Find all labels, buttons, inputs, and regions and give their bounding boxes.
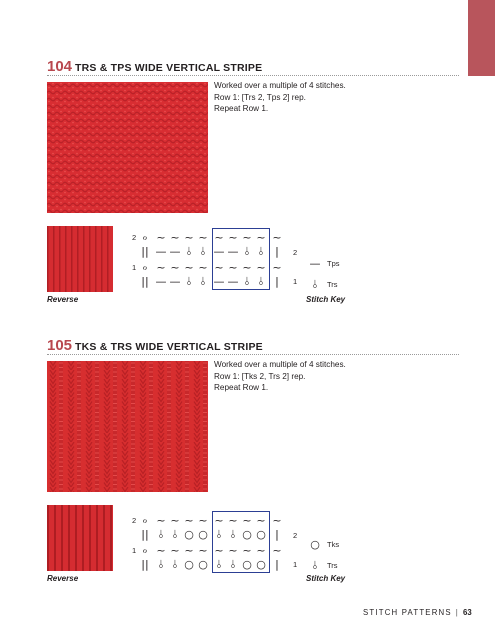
- loop-symbol: ~: [256, 231, 266, 244]
- edge-symbol: |: [275, 558, 279, 571]
- chart-right-number: 1: [293, 277, 298, 286]
- loop-symbol: ~: [228, 544, 238, 557]
- loop-symbol: ~: [242, 231, 252, 244]
- edge-symbol: ||: [141, 528, 149, 541]
- tps-symbol: —: [227, 245, 239, 258]
- trs-symbol: ⫰: [312, 278, 318, 291]
- tks-symbol: ○: [198, 528, 208, 541]
- loop-symbol: ~: [170, 261, 180, 274]
- loop-symbol: ~: [272, 544, 282, 557]
- swatch-photo-reverse: [47, 226, 113, 292]
- loop-symbol: ~: [214, 231, 224, 244]
- loop-symbol: ~: [156, 544, 166, 557]
- loop-symbol: ~: [242, 514, 252, 527]
- chart-right-number: 2: [293, 531, 298, 540]
- loop-symbol: ~: [156, 514, 166, 527]
- loop-symbol: ~: [198, 261, 208, 274]
- tps-symbol: —: [213, 245, 225, 258]
- trs-symbol: ⫰: [244, 275, 250, 288]
- chain-symbol: ℴ: [142, 545, 148, 556]
- loop-symbol: ~: [214, 514, 224, 527]
- loop-symbol: ~: [156, 231, 166, 244]
- loop-symbol: ~: [214, 544, 224, 557]
- description-line: Worked over a multiple of 4 stitches.: [214, 81, 346, 90]
- trs-symbol: ⫰: [172, 528, 178, 541]
- chain-symbol: ℴ: [142, 232, 148, 243]
- key-label: Trs: [327, 561, 338, 570]
- loop-symbol: ~: [242, 544, 252, 557]
- edge-symbol: |: [275, 528, 279, 541]
- loop-symbol: ~: [198, 231, 208, 244]
- tks-symbol: ○: [310, 538, 320, 551]
- chain-symbol: ℴ: [142, 262, 148, 273]
- trs-symbol: ⫰: [230, 558, 236, 571]
- trs-symbol: ⫰: [230, 528, 236, 541]
- loop-symbol: ~: [214, 261, 224, 274]
- repeat-box: [212, 511, 270, 573]
- chart-row-number: 2: [132, 516, 137, 525]
- pattern-title: TRS & TPS WIDE VERTICAL STRIPE: [75, 62, 263, 74]
- pattern-heading: [47, 337, 263, 355]
- tps-symbol: —: [155, 245, 167, 258]
- heading-rule: [47, 354, 459, 355]
- reverse-label: Reverse: [47, 295, 79, 304]
- loop-symbol: ~: [242, 261, 252, 274]
- loop-symbol: ~: [184, 514, 194, 527]
- pattern-description: [214, 359, 346, 394]
- chain-symbol: ℴ: [142, 515, 148, 526]
- trs-symbol: ⫰: [244, 245, 250, 258]
- tps-symbol: —: [169, 245, 181, 258]
- swatch-photo-reverse: [47, 505, 113, 571]
- tks-symbol: ○: [184, 558, 194, 571]
- loop-symbol: ~: [170, 231, 180, 244]
- loop-symbol: ~: [198, 514, 208, 527]
- reverse-label: Reverse: [47, 574, 79, 583]
- chart-row-number: 1: [132, 546, 137, 555]
- trs-symbol: ⫰: [216, 528, 222, 541]
- page-footer: [363, 608, 472, 617]
- heading-rule: [47, 75, 459, 76]
- chart-row-number: 1: [132, 263, 137, 272]
- description-line: Repeat Row 1.: [214, 104, 269, 114]
- description-line: Worked over a multiple of 4 stitches.: [214, 360, 346, 369]
- chart-right-number: 1: [293, 560, 298, 569]
- loop-symbol: ~: [256, 544, 266, 557]
- loop-symbol: ~: [228, 231, 238, 244]
- footer-section-title: STITCH PATTERNS: [363, 608, 452, 617]
- loop-symbol: ~: [272, 231, 282, 244]
- loop-symbol: ~: [228, 514, 238, 527]
- edge-symbol: ||: [141, 558, 149, 571]
- stitch-chart: [125, 231, 305, 288]
- loop-symbol: ~: [228, 261, 238, 274]
- tks-symbol: ○: [184, 528, 194, 541]
- stitch-key: [308, 254, 348, 294]
- edge-symbol: |: [275, 275, 279, 288]
- trs-symbol: ⫰: [258, 245, 264, 258]
- edge-symbol: ||: [141, 245, 149, 258]
- tks-symbol: ○: [242, 528, 252, 541]
- pattern-heading: [47, 58, 262, 76]
- chapter-edge-tab: [468, 0, 495, 76]
- loop-symbol: ~: [170, 544, 180, 557]
- pattern-number: 104: [47, 58, 73, 75]
- loop-symbol: ~: [184, 544, 194, 557]
- edge-symbol: |: [275, 245, 279, 258]
- loop-symbol: ~: [198, 544, 208, 557]
- tks-symbol: ○: [242, 558, 252, 571]
- tks-symbol: ○: [256, 528, 266, 541]
- repeat-box: [212, 228, 270, 290]
- stitch-chart: [125, 514, 305, 571]
- chart-right-number: 2: [293, 248, 298, 257]
- trs-symbol: ⫰: [216, 558, 222, 571]
- tks-symbol: ○: [256, 558, 266, 571]
- tps-symbol: —: [309, 257, 321, 270]
- trs-symbol: ⫰: [186, 275, 192, 288]
- tps-symbol: —: [169, 275, 181, 288]
- key-label: Trs: [327, 280, 338, 289]
- page-number: 63: [463, 608, 472, 617]
- key-label: Tps: [327, 259, 340, 268]
- description-line: Row 1: [Tks 2, Trs 2] rep.: [214, 371, 306, 381]
- loop-symbol: ~: [272, 261, 282, 274]
- loop-symbol: ~: [184, 261, 194, 274]
- loop-symbol: ~: [256, 261, 266, 274]
- key-label: Tks: [327, 540, 340, 549]
- trs-symbol: ⫰: [186, 245, 192, 258]
- tps-symbol: —: [155, 275, 167, 288]
- trs-symbol: ⫰: [312, 559, 318, 572]
- loop-symbol: ~: [170, 514, 180, 527]
- trs-symbol: ⫰: [200, 245, 206, 258]
- loop-symbol: ~: [272, 514, 282, 527]
- pattern-description: [214, 80, 346, 115]
- trs-symbol: ⫰: [258, 275, 264, 288]
- edge-symbol: ||: [141, 275, 149, 288]
- description-line: Row 1: [Trs 2, Tps 2] rep.: [214, 92, 306, 102]
- swatch-photo-front: [47, 361, 208, 492]
- loop-symbol: ~: [156, 261, 166, 274]
- swatch-photo-front: [47, 82, 208, 213]
- trs-symbol: ⫰: [172, 558, 178, 571]
- pattern-number: 105: [47, 337, 73, 354]
- description-line: Repeat Row 1.: [214, 383, 269, 393]
- tps-symbol: —: [227, 275, 239, 288]
- chart-row-number: 2: [132, 233, 137, 242]
- pattern-title: TKS & TRS WIDE VERTICAL STRIPE: [75, 341, 263, 353]
- loop-symbol: ~: [256, 514, 266, 527]
- tps-symbol: —: [213, 275, 225, 288]
- trs-symbol: ⫰: [158, 558, 164, 571]
- tks-symbol: ○: [198, 558, 208, 571]
- trs-symbol: ⫰: [158, 528, 164, 541]
- footer-separator: |: [455, 608, 459, 617]
- stitch-key: [308, 535, 348, 575]
- stitch-key-label: Stitch Key: [306, 574, 346, 583]
- loop-symbol: ~: [184, 231, 194, 244]
- trs-symbol: ⫰: [200, 275, 206, 288]
- stitch-key-label: Stitch Key: [306, 295, 346, 304]
